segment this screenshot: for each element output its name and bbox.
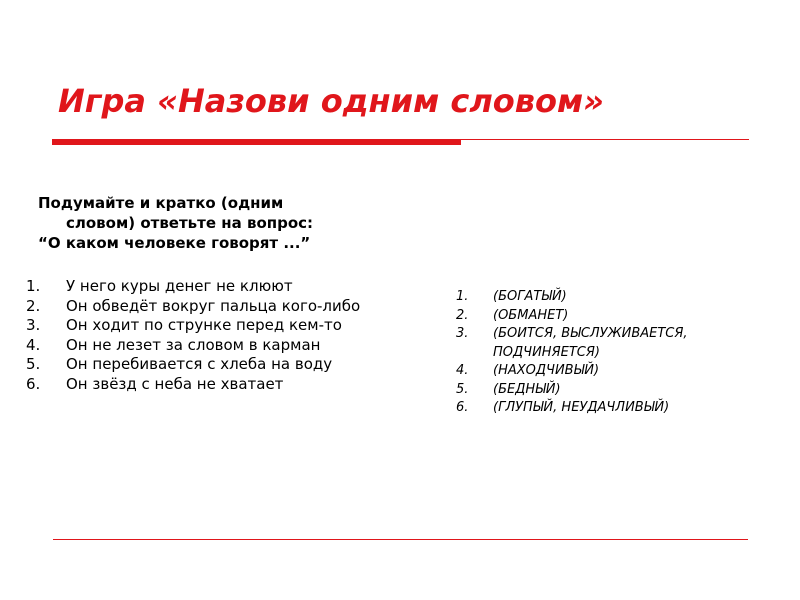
title-underline-thick [52,139,461,145]
question-number: 2. [26,296,41,315]
answer-number: 2. [456,307,469,323]
list-item [26,277,406,297]
list-item [456,362,756,381]
answer-number: 6. [456,400,469,415]
list-item [26,297,406,317]
question-text: У него куры денег не клюют [66,277,293,295]
question-text: Он не лезет за словом в карман [66,335,321,354]
answers-list [456,288,756,418]
title-underline-thin [461,139,749,140]
intro-text [38,193,418,253]
intro-line-3: “О каком человеке говорят ...” [38,234,311,252]
question-number: 6. [26,374,41,393]
list-item [456,399,756,418]
list-item [26,336,406,356]
question-text: Он звёзд с неба не хватает [66,374,284,393]
answer-number: 5. [456,381,469,397]
answer-text: (БОИТСЯ, ВЫСЛУЖИВАЕТСЯ, ПОДЧИНЯЕТСЯ) [493,326,688,360]
list-item [26,316,406,336]
question-number: 5. [26,355,41,373]
question-number: 4. [26,335,41,354]
answer-number: 4. [456,363,469,378]
list-item [26,375,406,395]
question-text: Он ходит по струнке перед кем-то [66,316,342,334]
answer-text: (ГЛУПЫЙ, НЕУДАЧЛИВЫЙ) [493,400,670,415]
slide-title: Игра «Назови одним словом» [58,82,604,120]
question-number: 3. [26,316,41,334]
answer-text: (ОБМАНЕТ) [493,307,569,323]
answer-text: (НАХОДЧИВЫЙ) [493,363,600,378]
list-item [456,325,756,362]
list-item [26,355,406,375]
intro-line-2: словом) ответьте на вопрос: [66,214,314,232]
answer-number: 1. [456,289,469,304]
question-text: Он обведёт вокруг пальца кого-либо [66,296,361,315]
answer-number: 3. [456,326,469,341]
question-number: 1. [26,277,41,295]
bottom-divider [53,539,748,540]
list-item [456,288,756,307]
list-item [456,307,756,326]
intro-line-1: Подумайте и кратко (одним [38,194,284,212]
answer-text: (БЕДНЫЙ) [493,381,561,397]
list-item [456,381,756,400]
questions-list [26,277,406,394]
answer-text: (БОГАТЫЙ) [493,289,567,304]
question-text: Он перебивается с хлеба на воду [66,355,333,373]
